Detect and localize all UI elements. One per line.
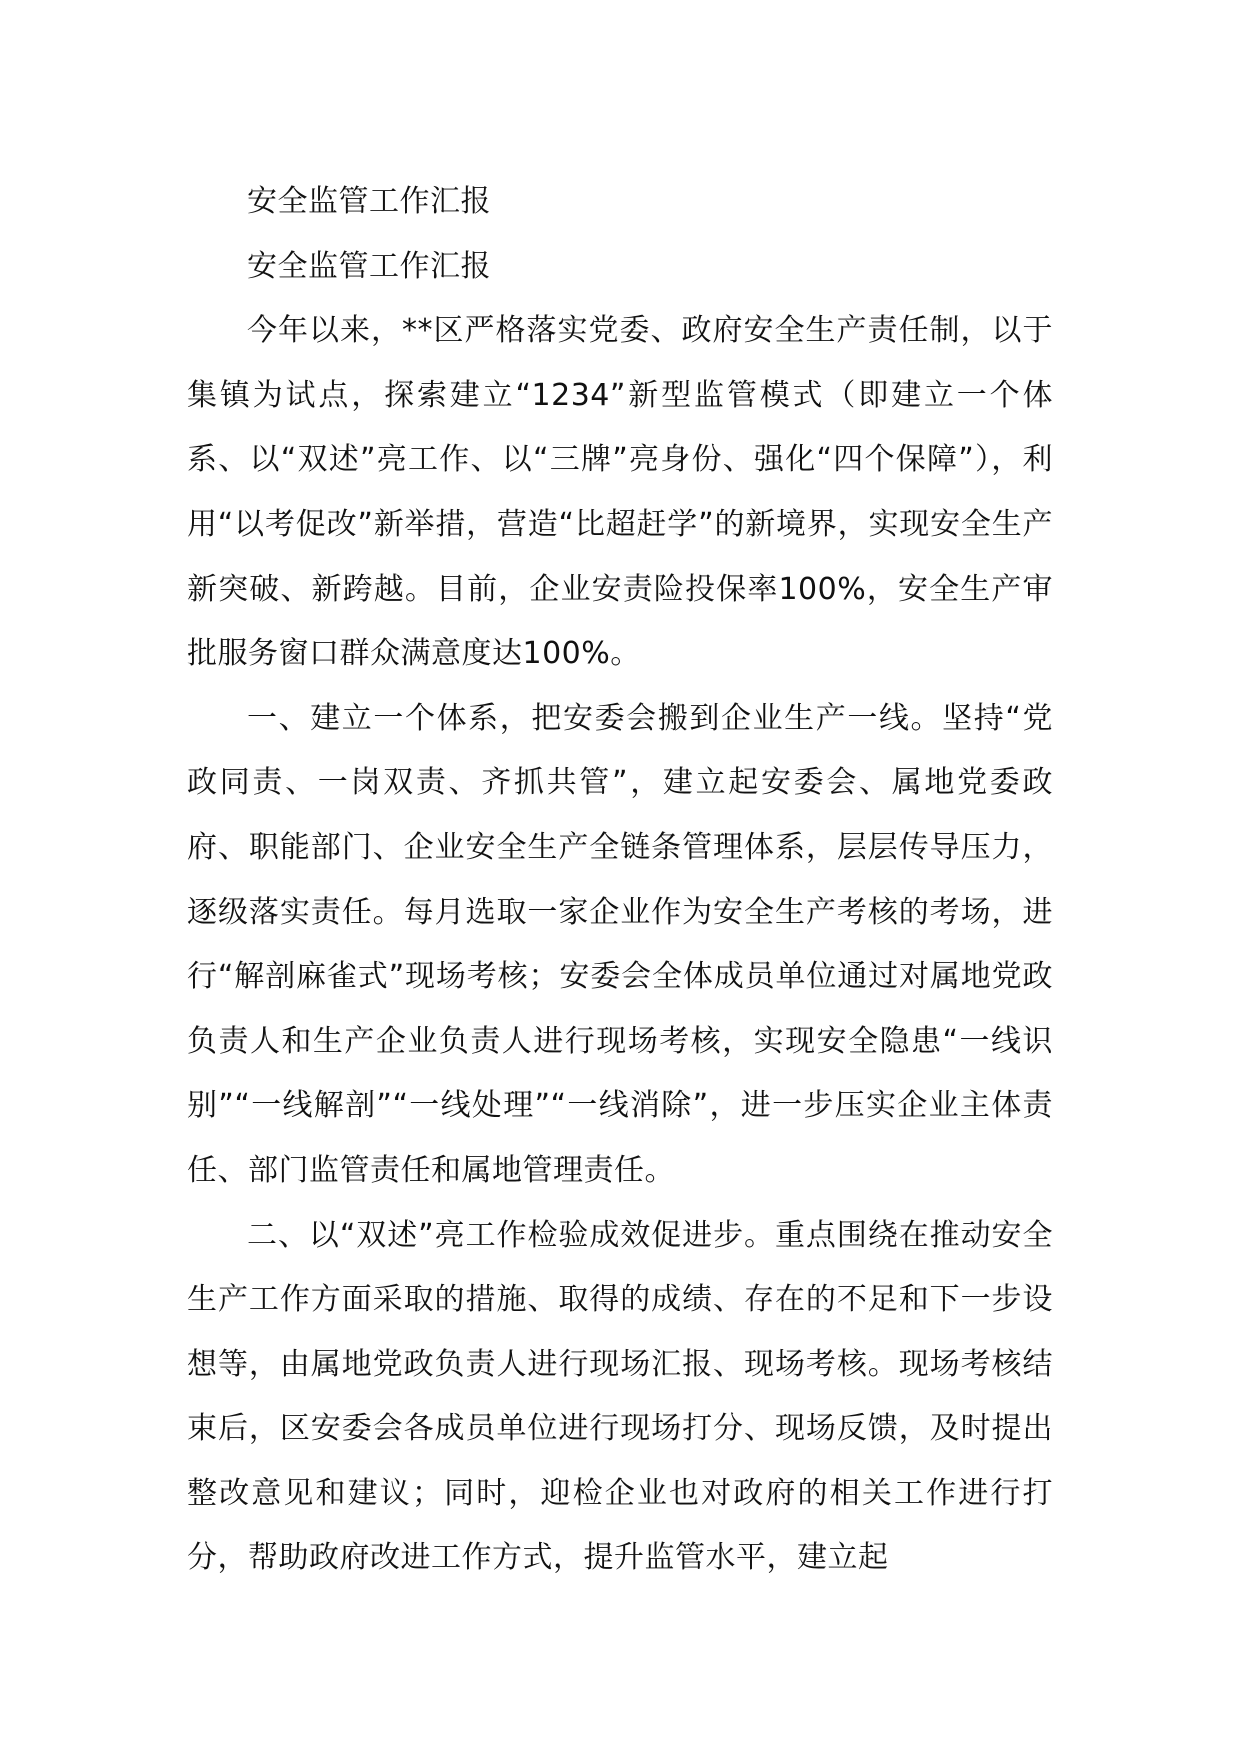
document-title: 安全监管工作汇报 [247, 184, 491, 219]
paragraph-intro: 今年以来，**区严格落实党委、政府安全生产责任制，以于集镇为试点，探索建立“1234”新型监管模式（即建立一个体系、以“双述”亮工作、以“三牌”亮身份、强化“四个保障”），利用“以考促改”新举措，营造“比超赶学”的新境界，实现安全生产新突破、新跨越。目前，企业安责险投保率100%，安全生产审批服务窗口群众满意度达100%。 [187, 313, 1053, 672]
document-body [187, 170, 1053, 1591]
paragraph-section-two: 二、以“双述”亮工作检验成效促进步。重点围绕在推动安全生产工作方面采取的措施、取得的成绩、存在的不足和下一步设想等，由属地党政负责人进行现场汇报、现场考核。现场考核结束后，区安委会各成员单位进行现场打分、现场反馈，及时提出整改意见和建议；同时，迎检企业也对政府的相关工作进行打分，帮助政府改进工作方式，提升监管水平，建立起 [187, 1217, 1053, 1576]
document-subtitle: 安全监管工作汇报 [247, 248, 491, 284]
paragraph-section-one: 一、建立一个体系，把安委会搬到企业生产一线。坚持“党政同责、一岗双责、齐抓共管”，建立起安委会、属地党委政府、职能部门、企业安全生产全链条管理体系，层层传导压力，逐级落实责任。每月选取一家企业作为安全生产考核的考场，进行“解剖麻雀式”现场考核；安委会全体成员单位通过对属地党政负责人和生产企业负责人进行现场考核，实现安全隐患“一线识别”“一线解剖”“一线处理”“一线消除”，进一步压实企业主体责任、部门监管责任和属地管理责任。 [187, 700, 1053, 1188]
